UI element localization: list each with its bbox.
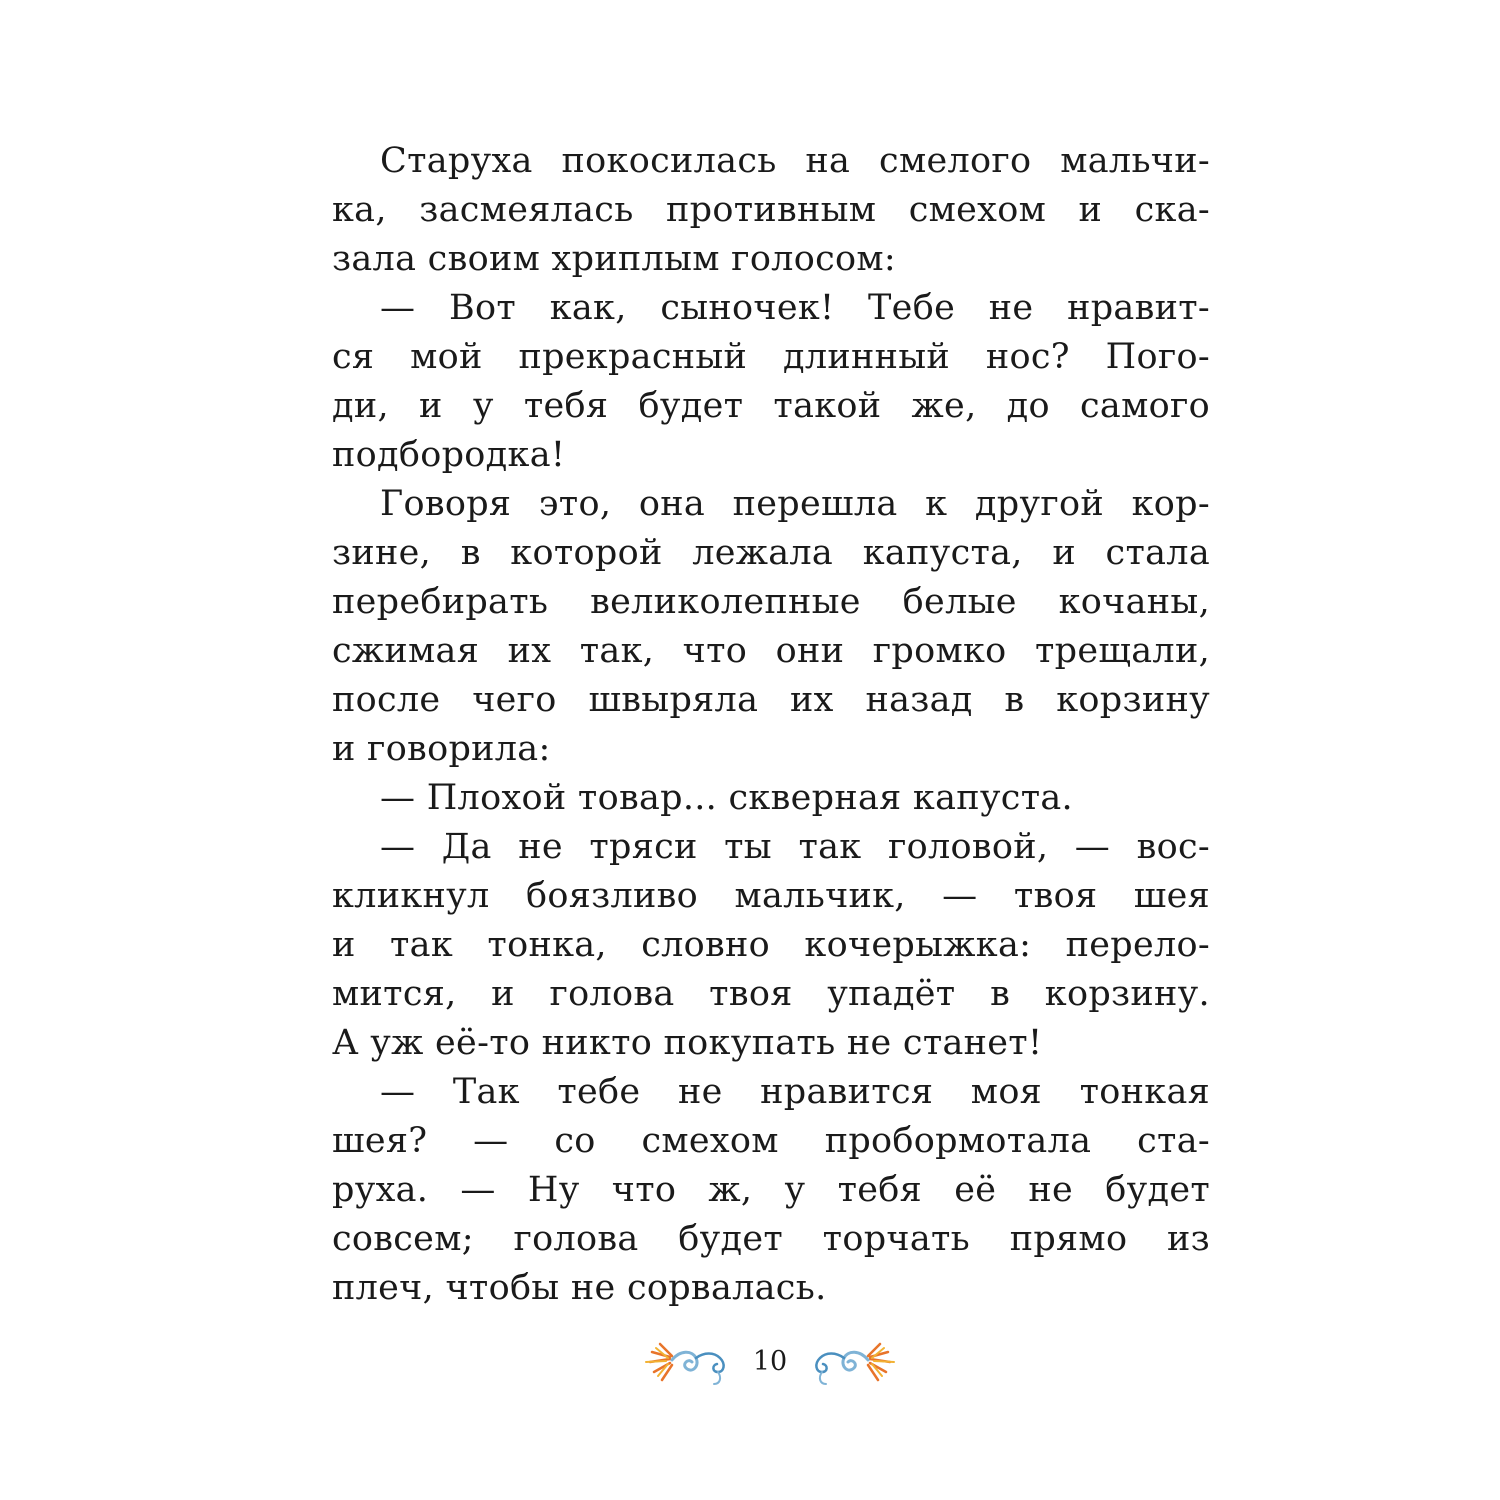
text-line: — Да не тряси ты так головой, — вос- [380,827,1210,867]
text-line: ка, засмеялась противным смехом и ска- [332,190,1210,230]
text-line: мится, и голова твоя упадёт в корзину. [332,974,1210,1014]
flourish-right-icon [800,1332,900,1392]
text-line: руха. — Ну что ж, у тебя её не будет [332,1170,1210,1210]
text-line: зала своим хриплым голосом: [332,239,896,279]
text-line: подбородка! [332,435,566,475]
text-line: плеч, чтобы не сорвалась. [332,1268,827,1308]
text-line: перебирать великолепные белые кочаны, [332,582,1210,622]
text-line: шея? — со смехом пробормотала ста- [332,1121,1210,1161]
text-line: кликнул боязливо мальчик, — твоя шея [332,876,1210,916]
text-line: Старуха покосилась на смелого мальчи- [380,141,1210,181]
text-line: после чего швыряла их назад в корзину [332,680,1210,720]
text-line: — Вот как, сыночек! Тебе не нравит- [380,288,1210,328]
text-line: ди, и у тебя будет такой же, до самого [332,386,1210,426]
page-footer [640,1332,900,1392]
text-line: зине, в которой лежала капуста, и стала [332,533,1210,573]
text-line: совсем; голова будет торчать прямо из [332,1219,1210,1259]
text-line: — Так тебе не нравится моя тонкая [380,1072,1210,1112]
text-line: А уж её-то никто покупать не станет! [332,1023,1043,1063]
text-line: и говорила: [332,729,551,769]
flourish-left-icon [640,1332,740,1392]
text-line: и так тонка, словно кочерыжка: перело- [332,925,1210,965]
text-line: — Плохой товар... скверная капуста. [380,778,1073,818]
text-line: Говоря это, она перешла к другой кор- [380,484,1210,524]
text-line: сжимая их так, что они громко трещали, [332,631,1210,671]
text-line: ся мой прекрасный длинный нос? Пого- [332,337,1210,377]
page-body-text [332,137,1210,1313]
page-number: 10 [752,1346,788,1377]
